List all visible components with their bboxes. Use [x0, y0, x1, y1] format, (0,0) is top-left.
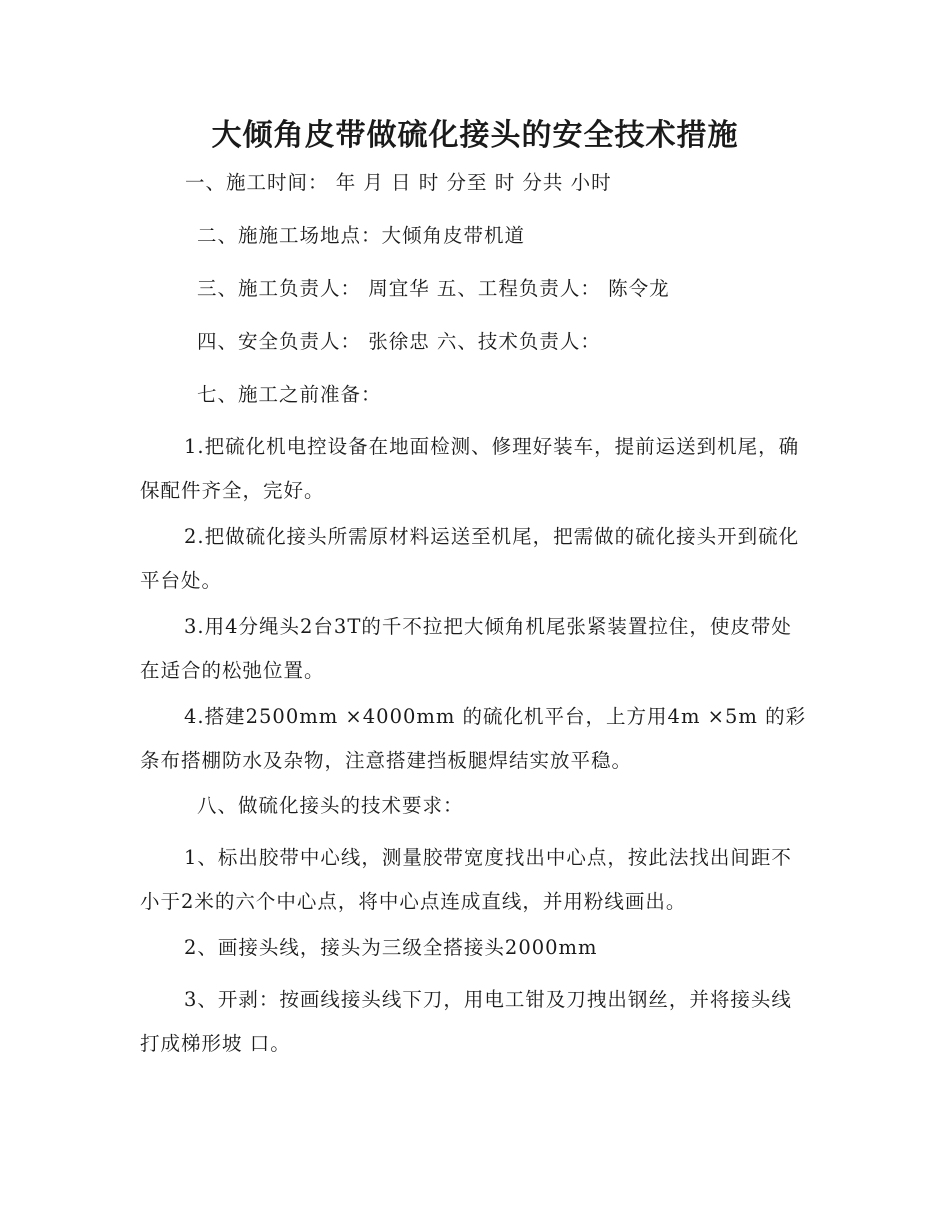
prep-item-3: 3.用4分绳头2台3T的千不拉把大倾角机尾张紧装置拉住，使皮带处在适合的松弛位置。	[140, 615, 792, 682]
tech-item-2: 2、画接头线，接头为三级全搭接头2000mm	[184, 936, 598, 959]
prep-item-4: 4.搭建2500mm ×4000mm 的硫化机平台，上方用4m ×5m 的彩条布搭棚防水及杂物，注意搭建挡板腿焊结实放平稳。	[140, 705, 807, 772]
preparation-heading: 七、施工之前准备：	[197, 383, 382, 406]
tech-item-1: 1、标出胶带中心线，测量胶带宽度找出中心点，按此法找出间距不小于2米的六个中心点，将中心点连成直线，并用粉线画出。	[140, 846, 792, 913]
construction-time-line: 一、施工时间： 年 月 日 时 分至 时 分共 小时	[185, 171, 612, 194]
tech-requirements-heading: 八、做硫化接头的技术要求：	[197, 794, 464, 817]
construction-site-line: 二、施施工场地点：大倾角皮带机道	[197, 224, 526, 247]
prep-item-1: 1.把硫化机电控设备在地面检测、修理好装车，提前运送到机尾，确保配件齐全，完好。	[140, 435, 800, 502]
safety-leader-line: 四、安全负责人： 张徐忠 六、技术负责人：	[197, 330, 601, 353]
construction-leader-line: 三、施工负责人： 周宜华 五、工程负责人： 陈令龙	[197, 277, 670, 300]
prep-item-2: 2.把做硫化接头所需原材料运送至机尾，把需做的硫化接头开到硫化平台处。	[140, 525, 800, 592]
document-title: 大倾角皮带做硫化接头的安全技术措施	[211, 118, 739, 153]
tech-item-3: 3、开剥：按画线接头线下刀，用电工钳及刀拽出钢丝，并将接头线打成梯形坡 口。	[140, 988, 792, 1055]
